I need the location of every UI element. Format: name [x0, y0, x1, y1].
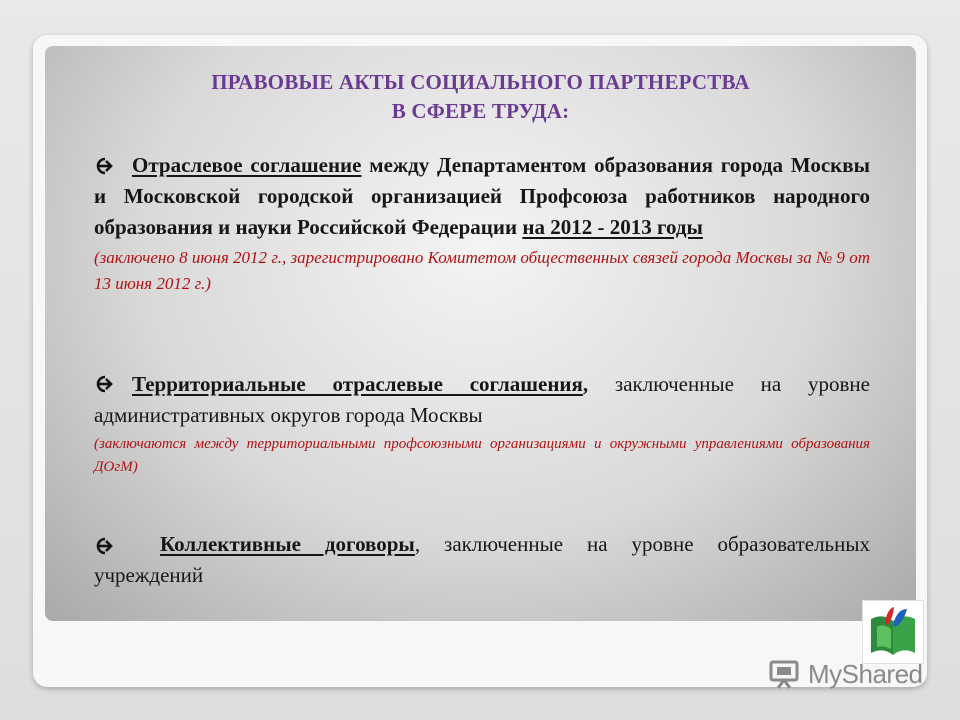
- item-punct: ,: [582, 372, 589, 396]
- list-item-territorial-agreements: [94, 369, 870, 479]
- item-text: , заключенные на уровне образовательных учреждений: [94, 532, 870, 587]
- right-arrow-icon: [94, 374, 114, 394]
- book-leaf-logo: [862, 600, 924, 664]
- right-arrow-icon: [94, 536, 114, 556]
- presentation-board-icon: [768, 658, 802, 690]
- item-note: (заключено 8 июня 2012 г., зарегистрировано Комитетом общественных связей города Москвы за № 9 от 13 июня 2012 г.): [94, 248, 870, 293]
- item-term: Отраслевое соглашение: [132, 153, 362, 177]
- title-line-1: ПРАВОВЫЕ АКТЫ СОЦИАЛЬНОГО ПАРТНЕРСТВА: [211, 70, 750, 94]
- list-item-collective-contracts: [94, 529, 870, 591]
- brand-text: MyShared: [808, 658, 923, 689]
- title-line-2: В СФЕРЕ ТРУДА:: [391, 99, 570, 123]
- item-term: Территориальные отраслевые соглашения: [132, 372, 583, 396]
- item-text: заключенные на уровне административных округов города Москвы: [94, 372, 870, 427]
- list-item-industry-agreement: [94, 150, 870, 297]
- item-note: (заключаются между территориальными профсоюзными организациями и окружными управлениями образования ДОгМ): [94, 436, 870, 475]
- right-arrow-icon: [94, 156, 114, 176]
- mysahred-watermark: [768, 656, 923, 692]
- slide-title: [45, 68, 916, 126]
- item-term: Коллективные договоры: [160, 532, 415, 556]
- item-period: на 2012 - 2013 годы: [522, 215, 703, 239]
- item-text: между Департаментом образования города Москвы и Московской городской организацией Профсоюза работников народного образования и науки Российской Федерации: [94, 153, 870, 239]
